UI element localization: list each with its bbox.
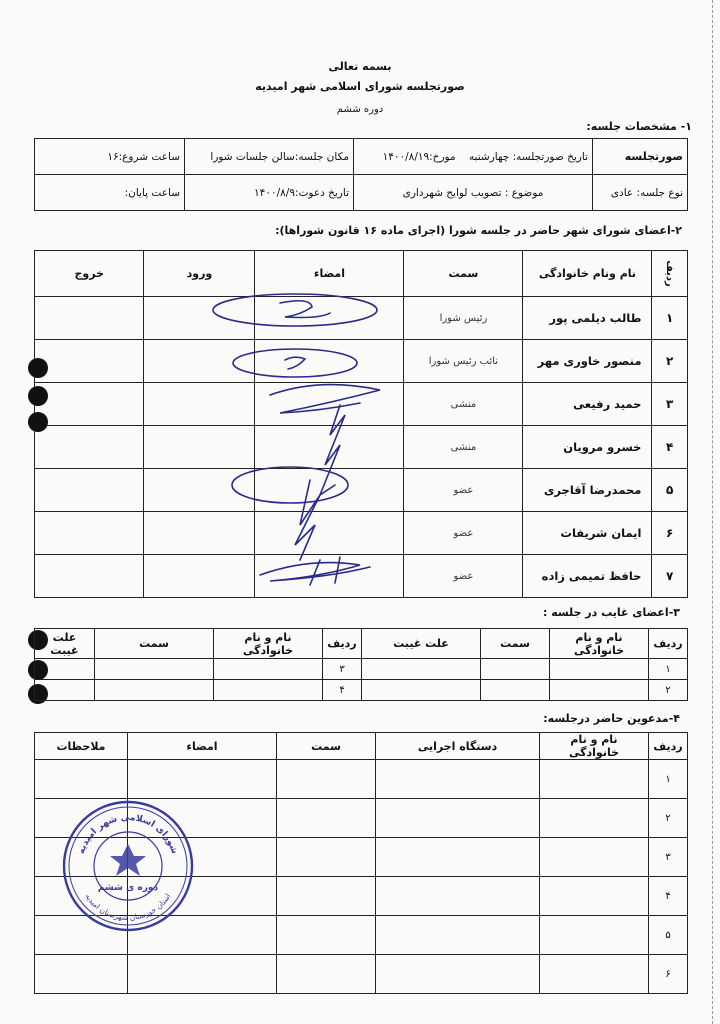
scan-edge xyxy=(712,0,714,1024)
col-agency-header: دستگاه اجرایی xyxy=(376,733,540,760)
row-number: ۳ xyxy=(649,838,688,877)
row-number: ۱ xyxy=(649,659,688,680)
col-row-header: ردیف xyxy=(323,629,362,659)
session-date-cell xyxy=(354,139,593,175)
section1-title: ۱- مشخصات جلسه: xyxy=(586,120,692,133)
start-time: ساعت شروع:۱۶ xyxy=(35,139,185,175)
section3-title: ۳-اعضای غایب در جلسه : xyxy=(542,606,680,619)
signatures-scribble xyxy=(200,285,410,605)
member-position: منشی xyxy=(404,426,523,469)
section2-title: ۲-اعضای شورای شهر حاضر در جلسه شورا (اجرای ماده ۱۶ قانون شوراها): xyxy=(275,224,682,237)
member-position: عضو xyxy=(404,469,523,512)
row-number: ۳ xyxy=(652,383,688,426)
col-position-header: سمت xyxy=(481,629,550,659)
exit-cell xyxy=(35,340,144,383)
col-position-header: سمت xyxy=(404,251,523,297)
document-title: صورتجلسه شورای اسلامی شهر امیدیه xyxy=(255,80,465,93)
punch-hole xyxy=(28,358,48,378)
emblem-icon xyxy=(110,844,146,876)
table-row xyxy=(35,760,688,799)
member-name: منصور خاوری مهر xyxy=(523,340,652,383)
member-position: رئیس شورا xyxy=(404,297,523,340)
row-number: ۱ xyxy=(652,297,688,340)
punch-hole xyxy=(28,412,48,432)
row-number: ۱ xyxy=(649,760,688,799)
row-number: ۵ xyxy=(652,469,688,512)
session-info-table xyxy=(34,138,688,211)
col-name-header: نام و نام خانوادگی xyxy=(214,629,323,659)
session-date-value: مورخ:۱۴۰۰/۸/۱۹ xyxy=(382,150,456,163)
row-number: ۶ xyxy=(649,955,688,994)
col-absence-reason-header: علت غیبت xyxy=(362,629,481,659)
signature-1-mark xyxy=(280,301,330,318)
exit-cell xyxy=(35,555,144,598)
col-position-header: سمت xyxy=(277,733,376,760)
session-type: نوع جلسه: عادی xyxy=(593,175,688,211)
member-name: طالب دیلمی پور xyxy=(523,297,652,340)
col-row-header: ردیف xyxy=(649,733,688,760)
row-number: ۴ xyxy=(652,426,688,469)
member-name: محمدرضا آقاجری xyxy=(523,469,652,512)
row-number: ۳ xyxy=(323,659,362,680)
row-number: ۲ xyxy=(652,340,688,383)
signature-4 xyxy=(320,405,345,495)
member-position: منشی xyxy=(404,383,523,426)
signature-5 xyxy=(232,467,348,503)
session-date-label: تاریخ صورتجلسه: چهارشنبه xyxy=(468,150,588,163)
exit-cell xyxy=(35,512,144,555)
row-number: ۴ xyxy=(649,877,688,916)
table-row xyxy=(35,659,688,680)
member-name: حافظ تمیمی زاده xyxy=(523,555,652,598)
member-name: خسرو مرویان xyxy=(523,426,652,469)
svg-text:دوره ی ششم: دوره ی ششم xyxy=(97,883,159,893)
row-number: ۷ xyxy=(652,555,688,598)
col-row-header: ردیف xyxy=(652,251,688,297)
exit-cell xyxy=(35,426,144,469)
section4-title: ۴-مدعوین حاضر درجلسه: xyxy=(543,712,680,725)
member-position: عضو xyxy=(404,512,523,555)
exit-cell xyxy=(35,469,144,512)
col-signature-header: امضاء xyxy=(128,733,277,760)
table-row xyxy=(35,955,688,994)
row-number: ۴ xyxy=(323,680,362,701)
row-number: ۲ xyxy=(649,799,688,838)
table-row xyxy=(35,680,688,701)
member-name: حمید رفیعی xyxy=(523,383,652,426)
session-subject: موضوع : تصویب لوایح شهرداری xyxy=(354,175,593,211)
punch-hole xyxy=(28,386,48,406)
invite-date: تاریخ دعوت:۱۴۰۰/۸/۹ xyxy=(185,175,354,211)
absent-members-table xyxy=(34,628,688,701)
exit-cell xyxy=(35,297,144,340)
row-number: ۲ xyxy=(649,680,688,701)
col-signature-header: امضاء xyxy=(255,251,404,297)
member-name: ایمان شریفات xyxy=(523,512,652,555)
official-stamp xyxy=(60,798,196,934)
minutes-label: صورتجلسه xyxy=(593,139,688,175)
col-row-header: ردیف xyxy=(649,629,688,659)
svg-text:شورای اسلامی شهر امیدیه: شورای اسلامی شهر امیدیه xyxy=(76,812,180,856)
col-name-header: نام و نام خانوادگی xyxy=(550,629,649,659)
end-time: ساعت پایان: xyxy=(35,175,185,211)
term-label: دوره ششم xyxy=(336,104,384,115)
col-name-header: نام و نام خانوادگی xyxy=(540,733,649,760)
signature-1 xyxy=(213,294,377,326)
member-position: نائب رئیس شورا xyxy=(404,340,523,383)
row-number: ۶ xyxy=(652,512,688,555)
col-absence-reason-header: علت غیبت xyxy=(35,629,95,659)
col-exit-header: خروج xyxy=(35,251,144,297)
bismillah: بسمه تعالی xyxy=(328,60,392,73)
signature-6 xyxy=(295,480,320,560)
col-notes-header: ملاحظات xyxy=(35,733,128,760)
member-position: عضو xyxy=(404,555,523,598)
svg-text:استان خوزستان شهرستان امیدیه: استان خوزستان شهرستان امیدیه xyxy=(83,891,173,923)
signature-3 xyxy=(270,385,380,413)
col-entry-header: ورود xyxy=(144,251,255,297)
col-name-header: نام ونام خانوادگی xyxy=(523,251,652,297)
row-number: ۵ xyxy=(649,916,688,955)
col-position-header: سمت xyxy=(95,629,214,659)
exit-cell xyxy=(35,383,144,426)
session-place: مکان جلسه:سالن جلسات شورا xyxy=(185,139,354,175)
signature-2 xyxy=(233,349,357,377)
